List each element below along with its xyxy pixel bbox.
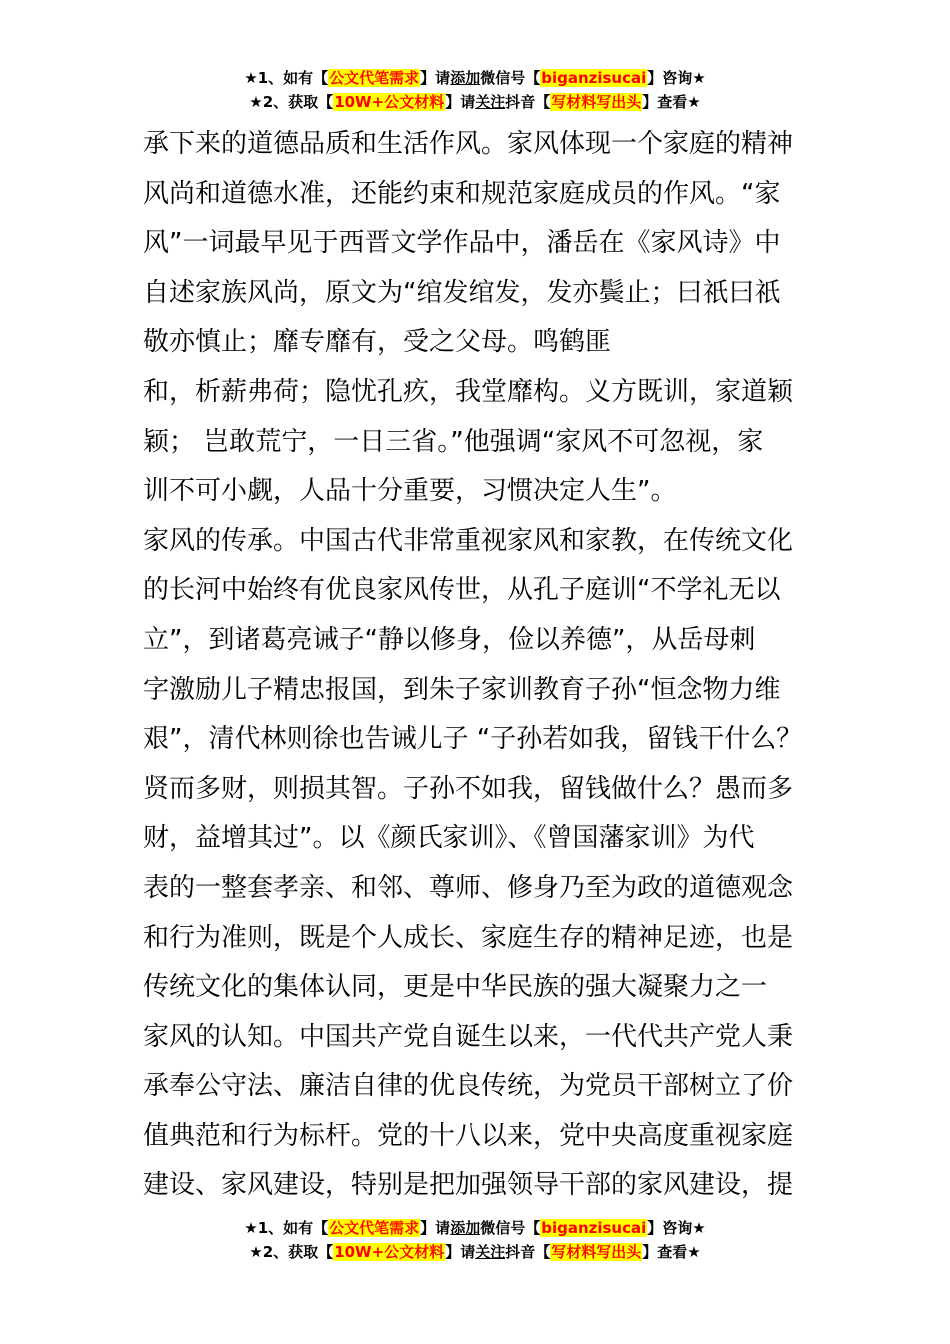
banner-text: ★2、获取【 <box>249 93 334 111</box>
body-line: 承奉公守法、廉洁自律的优良传统，为党员干部树立了价 <box>143 1071 794 1102</box>
banner-underline-add: 添加 <box>450 69 481 87</box>
banner-underline-follow: 关注 <box>475 1243 506 1261</box>
footer-banner <box>0 1216 950 1264</box>
banner-underline-add: 添加 <box>450 1219 481 1237</box>
document-body <box>143 120 843 1211</box>
banner-text: 抖音【 <box>505 93 551 111</box>
body-line: 训不可小觑，人品十分重要，习惯决定人生”。 <box>143 476 677 507</box>
body-line: 承下来的道德品质和生活作风。家风体现一个家庭的精神 <box>143 129 794 159</box>
banner-text: 】咨询★ <box>647 1219 706 1237</box>
banner-underline-follow: 关注 <box>475 93 506 111</box>
body-line: 风”一词最早见于西晋文学作品中，潘岳在《家风诗》中 <box>143 228 781 259</box>
body-line: 贤而多财，则损其智。子孙不如我，留钱做什么？愚而多 <box>143 773 794 804</box>
body-line: 艰”，清代林则徐也告诫儿子 “子孙若如我，留钱干什么？ <box>143 724 803 755</box>
footer-banner-line-2 <box>0 1240 950 1264</box>
banner-text: 】请 <box>445 93 476 111</box>
banner-highlight-materials: 10W+公文材料 <box>334 1243 445 1261</box>
banner-text: 】请 <box>420 1219 451 1237</box>
body-line: 和，析薪弗荷；隐忧孔疚，我堂靡构。义方既训，家道颖 <box>143 376 794 407</box>
body-line: 字激励儿子精忠报国，到朱子家训教育子孙“恒念物力维 <box>143 674 781 705</box>
body-line: 自述家族风尚，原文为“绾发绾发，发亦鬓止；曰祇曰祇 <box>143 277 781 308</box>
body-line: 立”，到诸葛亮诫子“静以修身，俭以养德”，从岳母刺 <box>143 624 756 655</box>
banner-highlight-wechat-id: biganzisucai <box>541 1219 647 1237</box>
header-banner-line-1 <box>0 66 950 90</box>
banner-text: 】咨询★ <box>647 69 706 87</box>
banner-highlight-materials: 10W+公文材料 <box>334 93 445 111</box>
body-line: 财，益增其过”。以《颜氏家训》、《曾国藩家训》为代 <box>143 823 755 854</box>
banner-highlight-wechat-id: biganzisucai <box>541 69 647 87</box>
body-line: 值典范和行为标杆。党的十八以来，党中央高度重视家庭 <box>143 1120 794 1151</box>
banner-text: 抖音【 <box>505 1243 551 1261</box>
body-line: 敬亦慎止；靡专靡有，受之父母。鸣鹤匪 <box>143 327 612 358</box>
banner-text: 】查看★ <box>642 1243 701 1261</box>
body-line: 颖； 岂敢荒宁，一日三省。”他强调“家风不可忽视，家 <box>143 426 764 457</box>
body-line: 和行为准则，既是个人成长、家庭生存的精神足迹，也是 <box>143 922 794 953</box>
banner-text: 】请 <box>420 69 451 87</box>
banner-text: 】请 <box>445 1243 476 1261</box>
body-line: 传统文化的集体认同，更是中华民族的强大凝聚力之一 <box>143 972 768 1003</box>
banner-text: 】查看★ <box>642 93 701 111</box>
body-line: 建设、家风建设，特别是把加强领导干部的家风建设，提 <box>143 1170 794 1201</box>
banner-text: 微信号【 <box>480 69 541 87</box>
banner-highlight-douyin-account: 写材料写出头 <box>551 1243 642 1261</box>
body-line: 风尚和道德水准，还能约束和规范家庭成员的作风。“家 <box>143 178 781 209</box>
banner-highlight-service: 公文代笔需求 <box>329 1219 420 1237</box>
banner-text: ★2、获取【 <box>249 1243 334 1261</box>
banner-highlight-service: 公文代笔需求 <box>329 69 420 87</box>
body-line: 表的一整套孝亲、和邻、尊师、修身乃至为政的道德观念 <box>143 872 794 903</box>
header-banner-line-2 <box>0 90 950 114</box>
banner-text: ★1、如有【 <box>244 1219 329 1237</box>
body-line: 家风的传承。中国古代非常重视家风和家教，在传统文化 <box>143 525 794 556</box>
body-line: 的长河中始终有优良家风传世，从孔子庭训“不学礼无以 <box>143 575 781 606</box>
banner-text: 微信号【 <box>480 1219 541 1237</box>
banner-highlight-douyin-account: 写材料写出头 <box>551 93 642 111</box>
body-line: 家风的认知。中国共产党自诞生以来，一代代共产党人秉 <box>143 1021 794 1052</box>
header-banner <box>0 66 950 114</box>
footer-banner-line-1 <box>0 1216 950 1240</box>
banner-text: ★1、如有【 <box>244 69 329 87</box>
